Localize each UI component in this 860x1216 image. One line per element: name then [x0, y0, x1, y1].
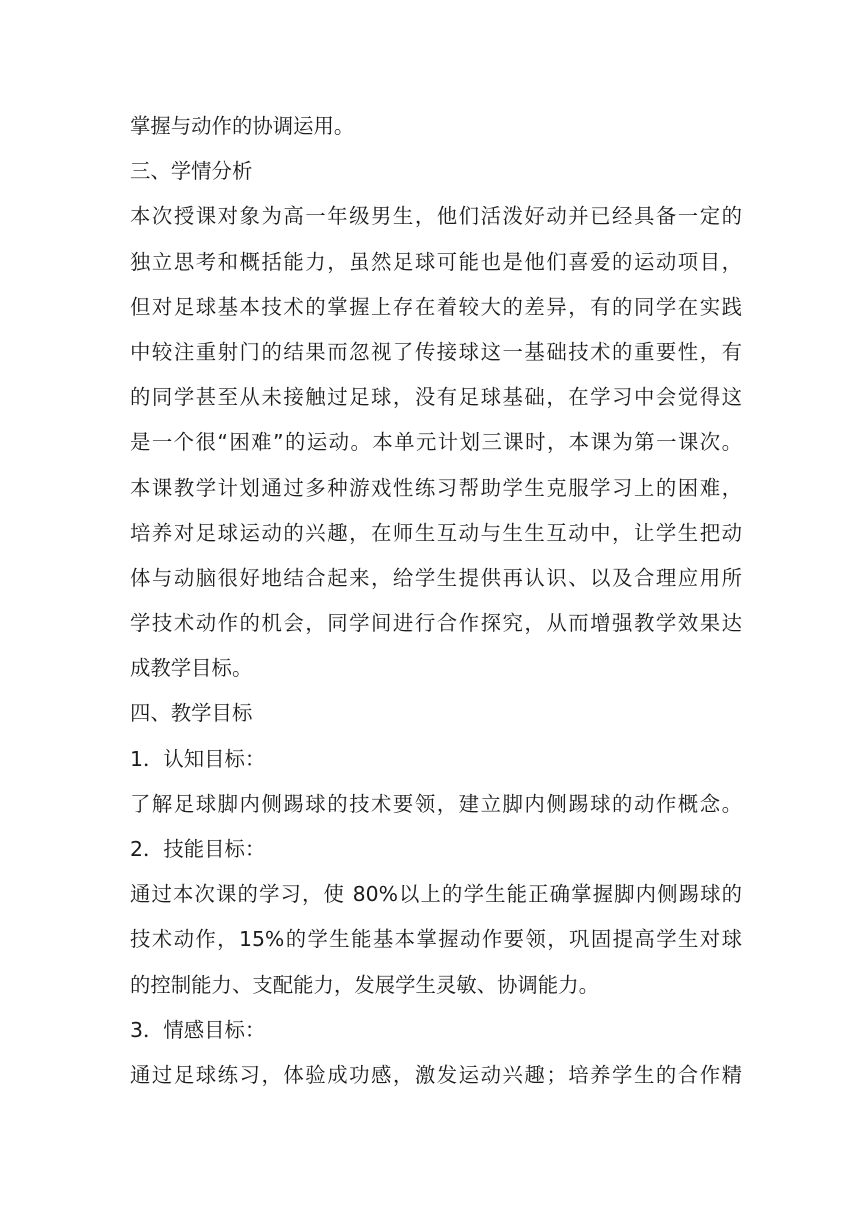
text-line: 2．技能目标： — [130, 837, 266, 861]
text-line: 掌握与动作的协调运用。 — [130, 114, 355, 138]
text-line: 但对足球基本技术的掌握上存在着较大的差异，有的同学在实践 — [130, 294, 742, 319]
text-line: 的控制能力、支配能力，发展学生灵敏、协调能力。 — [130, 972, 599, 997]
text-line: 技术动作，15%的学生能基本掌握动作要领，巩固提高学生对球 — [130, 927, 742, 952]
text-line: 的同学甚至从未接触过足球，没有足球基础，在学习中会觉得这 — [130, 385, 742, 410]
text-line: 中较注重射门的结果而忽视了传接球这一基础技术的重要性，有 — [130, 339, 742, 364]
text-line: 四、教学目标 — [130, 701, 253, 726]
text-line: 1．认知目标： — [130, 746, 266, 771]
text-line: 通过足球练习，体验成功感，激发运动兴趣；培养学生的合作精 — [130, 1062, 742, 1087]
text-line: 通过本次课的学习，使 80%以上的学生能正确掌握脚内侧踢球的 — [130, 882, 742, 907]
text-line: 三、学情分析 — [130, 159, 253, 184]
text-line: 本次授课对象为高一年级男生，他们活泼好动并已经具备一定的 — [130, 204, 742, 229]
text-line: 成教学目标。 — [130, 656, 253, 681]
text-line: 学技术动作的机会，同学间进行合作探究，从而增强教学效果达 — [130, 611, 742, 636]
text-line: 独立思考和概括能力，虽然足球可能也是他们喜爱的运动项目， — [130, 249, 742, 274]
text-line: 体与动脑很好地结合起来，给学生提供再认识、以及合理应用所 — [130, 565, 742, 590]
document-body — [130, 104, 742, 1098]
text-line: 3．情感目标： — [130, 1017, 266, 1042]
text-line: 是一个很“困难”的运动。本单元计划三课时，本课为第一课次。 — [130, 430, 742, 455]
text-line: 了解足球脚内侧踢球的技术要领，建立脚内侧踢球的动作概念。 — [130, 791, 742, 816]
text-line: 培养对足球运动的兴趣，在师生互动与生生互动中，让学生把动 — [130, 520, 742, 545]
text-line: 本课教学计划通过多种游戏性练习帮助学生克服学习上的困难， — [130, 475, 742, 500]
